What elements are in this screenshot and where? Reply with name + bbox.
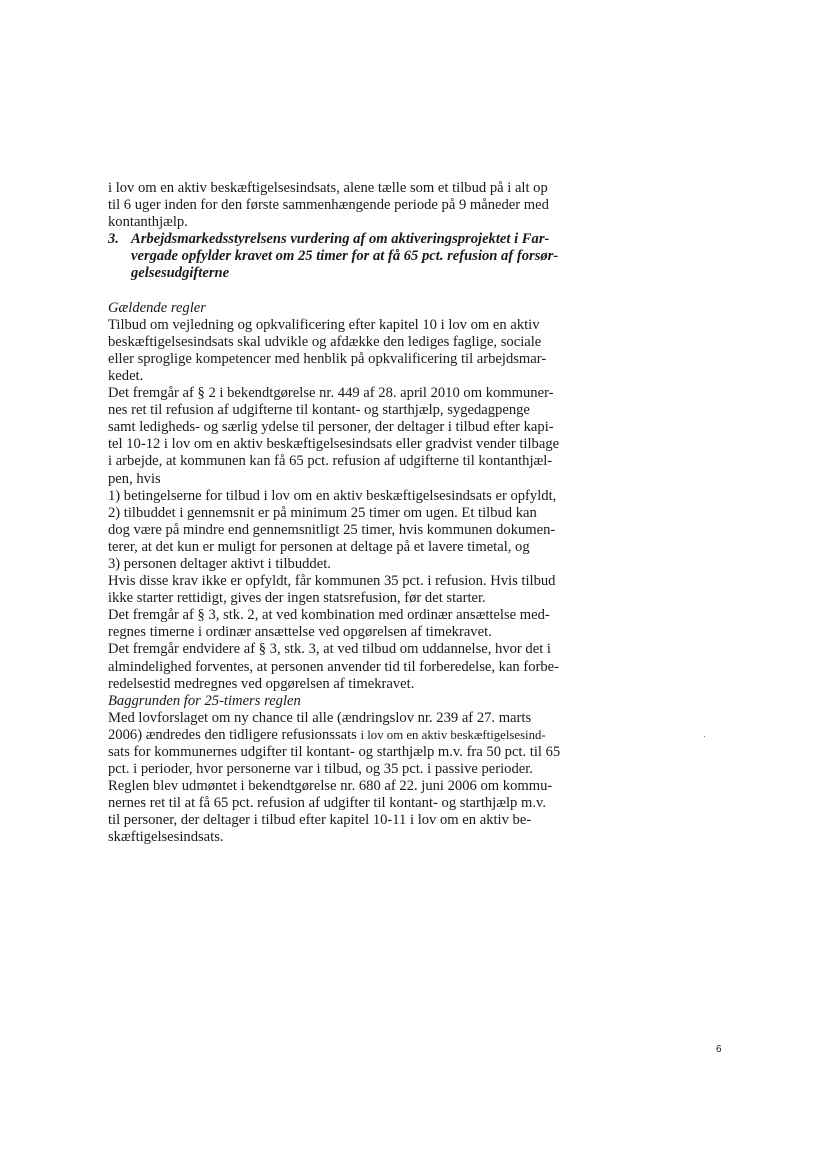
text-line: i arbejde, at kommunen kan få 65 pct. refusion af udgifterne til kontanthjæl- bbox=[108, 453, 553, 470]
uddannelse-paragraph bbox=[108, 641, 594, 692]
text-line: samt ledigheds- og særlig ydelse til personer, der deltager i tilbud efter kapi- bbox=[108, 419, 554, 436]
text-line bbox=[108, 727, 594, 744]
text-line: Tilbud om vejledning og opkvalificering efter kapitel 10 i lov om en aktiv bbox=[108, 316, 540, 333]
section-3-heading bbox=[108, 231, 594, 282]
text-line: dog være på mindre end gennemsnitligt 25 timer, hvis kommunen dokumen- bbox=[108, 521, 556, 538]
subheading-gaeldende-regler: Gældende regler bbox=[108, 299, 206, 316]
text-run-small: i lov om en aktiv beskæftigelsesind- bbox=[360, 727, 546, 742]
subheading-baggrund: Baggrunden for 25-timers reglen bbox=[108, 692, 301, 709]
list-item: 2) tilbuddet i gennemsnit er på minimum 25 timer om ugen. Et tilbud kan bbox=[108, 504, 537, 521]
text-line: regnes timerne i ordinær ansættelse ved opgørelsen af timekravet. bbox=[108, 624, 492, 641]
text-line: skæftigelsesindsats. bbox=[108, 829, 224, 846]
text-line: almindelighed forventes, at personen anvender tid til forberedelse, kan forbe- bbox=[108, 658, 560, 675]
text-line: nernes ret til at få 65 pct. refusion af udgifter til kontant- og starthjælp m.v. bbox=[108, 795, 546, 812]
text-line: redelsestid medregnes ved opgørelsen af timekravet. bbox=[108, 675, 415, 692]
text-line: Det fremgår af § 2 i bekendtgørelse nr. 449 af 28. april 2010 om kommuner- bbox=[108, 385, 554, 402]
gaeldende-regler-paragraph bbox=[108, 300, 594, 385]
heading-line: vergade opfylder kravet om 25 timer for at få 65 pct. refusion af forsør- bbox=[131, 248, 559, 265]
text-line: Det fremgår af § 3, stk. 2, at ved kombination med ordinær ansættelse med- bbox=[108, 607, 550, 624]
text-line: til 6 uger inden for den første sammenhængende periode på 9 måneder med bbox=[108, 197, 549, 214]
text-line: beskæftigelsesindsats skal udvikle og afdække den lediges faglige, sociale bbox=[108, 333, 542, 350]
intro-paragraph bbox=[108, 180, 594, 231]
kombination-paragraph bbox=[108, 607, 594, 641]
text-line: nes ret til refusion af udgifterne til kontant- og starthjælp, sygedagpenge bbox=[108, 402, 530, 419]
list-item: 3) personen deltager aktivt i tilbuddet. bbox=[108, 555, 331, 572]
baggrund-paragraph bbox=[108, 693, 594, 778]
text-line: til personer, der deltager i tilbud efter kapitel 10-11 i lov om en aktiv be- bbox=[108, 812, 532, 829]
list-item: 1) betingelserne for tilbud i lov om en aktiv beskæftigelsesindsats er opfyldt, bbox=[108, 487, 557, 504]
text-line: pen, hvis bbox=[108, 470, 161, 487]
scan-speck bbox=[704, 736, 705, 737]
refusion-paragraph bbox=[108, 573, 594, 607]
page-number: 6 bbox=[716, 1044, 722, 1055]
text-line: pct. i perioder, hvor personerne var i tilbud, og 35 pct. i passive perioder. bbox=[108, 761, 533, 778]
text-line: kedet. bbox=[108, 367, 144, 384]
text-line: terer, at det kun er muligt for personen at deltage på et lavere timetal, og bbox=[108, 538, 530, 555]
text-line: Det fremgår endvidere af § 3, stk. 3, at ved tilbud om uddannelse, hvor det i bbox=[108, 641, 551, 658]
text-run: 2006) ændredes den tidligere refusionssats bbox=[108, 726, 361, 743]
text-line: Reglen blev udmøntet i bekendtgørelse nr. 680 af 22. juni 2006 om kommu- bbox=[108, 778, 553, 795]
text-line: tel 10-12 i lov om en aktiv beskæftigelsesindsats eller gradvist vender tilbage bbox=[108, 436, 560, 453]
page-content bbox=[108, 180, 594, 847]
section-number: 3. bbox=[108, 231, 119, 248]
text-line: kontanthjælp. bbox=[108, 214, 188, 231]
text-line: sats for kommunernes udgifter til kontant- og starthjælp m.v. fra 50 pct. til 65 bbox=[108, 744, 561, 760]
text-line: i lov om en aktiv beskæftigelsesindsats, alene tælle som et tilbud på i alt op bbox=[108, 180, 548, 196]
heading-line: gelsesudgifterne bbox=[131, 265, 230, 282]
text-line: eller sproglige kompetencer med henblik på opkvalificering til arbejdsmar- bbox=[108, 350, 547, 367]
bekendtgoerelse-paragraph bbox=[108, 385, 594, 573]
text-line: Med lovforslaget om ny chance til alle (ændringslov nr. 239 af 27. marts bbox=[108, 709, 532, 726]
heading-line: Arbejdsmarkedsstyrelsens vurdering af om aktiveringsprojektet i Far- bbox=[131, 231, 550, 248]
text-line: Hvis disse krav ikke er opfyldt, får kommunen 35 pct. i refusion. Hvis tilbud bbox=[108, 573, 556, 590]
udmoentet-paragraph bbox=[108, 778, 594, 846]
text-line: ikke starter rettidigt, gives der ingen statsrefusion, før det starter. bbox=[108, 590, 486, 607]
